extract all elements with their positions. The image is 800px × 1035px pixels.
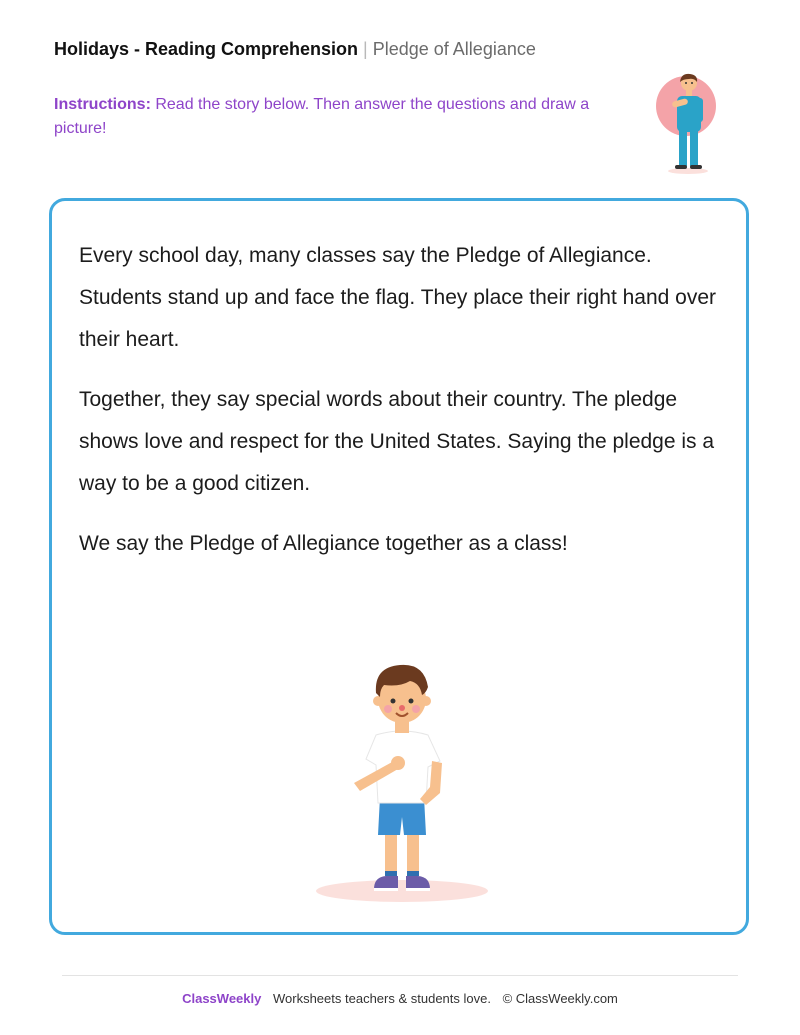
worksheet-header	[54, 36, 614, 62]
boy-with-hand-on-heart-illustration	[314, 653, 490, 909]
footer-tagline: Worksheets teachers & students love.	[272, 991, 491, 1006]
instructions-text: Read the story below. Then answer the questions and draw a picture!	[54, 96, 590, 137]
footer-divider	[62, 975, 738, 976]
instructions-label: Instructions:	[54, 96, 151, 113]
story-paragraph: Every school day, many classes say the Pledge of Allegiance. Students stand up and face the flag. They place their right hand over their heart.	[79, 244, 717, 351]
story-text	[79, 235, 719, 583]
story-paragraph: Together, they say special words about their country. The pledge shows love and respect for the United States. Saying the pledge is a way to be a good citizen.	[79, 388, 715, 495]
footer-brand: ClassWeekly	[182, 991, 262, 1006]
worksheet-title: Holidays - Reading Comprehension	[54, 39, 359, 59]
footer	[0, 990, 800, 1008]
header-separator: |	[363, 39, 368, 59]
story-paragraph: We say the Pledge of Allegiance together as a class!	[79, 532, 568, 555]
boy-with-hand-on-heart-icon	[650, 70, 730, 174]
footer-copyright: © ClassWeekly.com	[502, 991, 618, 1006]
worksheet-subtitle: Pledge of Allegiance	[372, 39, 536, 59]
story-card	[49, 198, 749, 935]
instructions	[54, 93, 614, 141]
